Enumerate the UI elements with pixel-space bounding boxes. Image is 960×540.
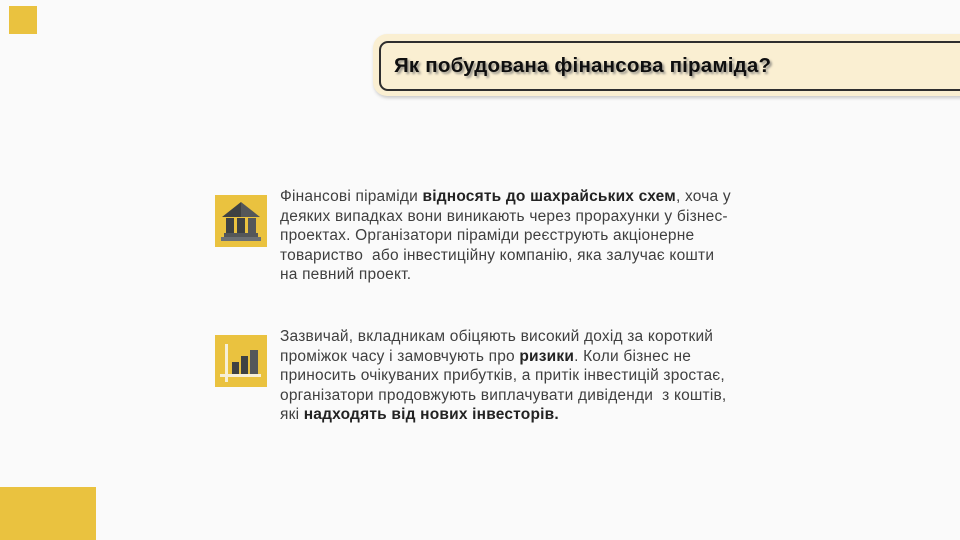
text-segment: Фінансові піраміди [280,188,423,205]
slide-title: Як побудована фінансова піраміда? [394,54,772,77]
paragraph-fraud-schemes [280,187,736,285]
bar-chart-icon [215,335,267,387]
paragraph-investor-payouts [280,327,736,425]
corner-accent-rect [0,487,96,540]
text-segment: . Коли бізнес не приносить очікуваних прибутків, а притік інвестицій зростає, організатори продовжують виплачувати дивіденди з коштів, які [280,347,736,424]
text-segment: , хоча у деяких випадках вони виникають через прорахунки у бізнес-проектах. Організатори піраміди реєструють акціонерне товариство або інвестиційну компанію, яка залучає кошти на певний проект. [280,188,736,284]
title-frame [379,41,960,91]
text-segment-bold: ризики [519,347,575,365]
text-segment-bold: відносять до шахрайських схем [422,188,676,205]
corner-accent-square [9,6,37,34]
text-segment: Зазвичай, вкладникам обіцяють високий дохід за короткий проміжок часу і замовчують про [280,328,718,365]
bank-icon [215,195,267,247]
title-box [373,34,960,96]
text-segment-bold: надходять від нових інвесторів. [303,406,559,424]
